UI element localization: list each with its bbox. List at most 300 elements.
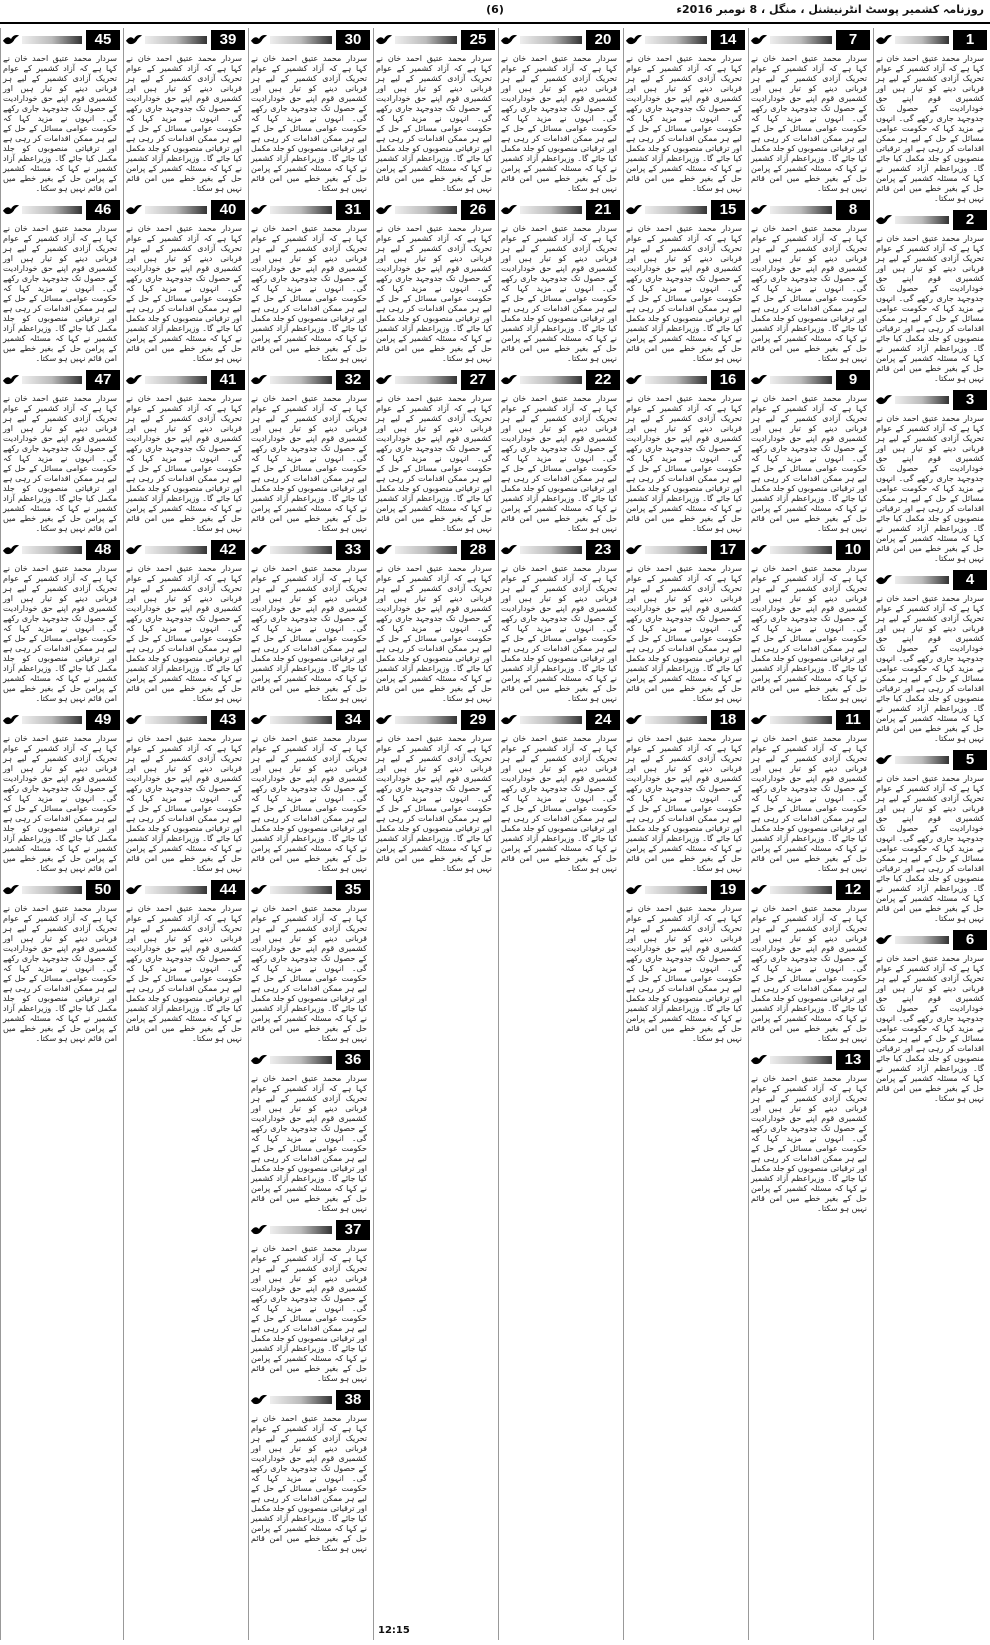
- news-item: [373, 710, 495, 874]
- bird-icon: [500, 202, 518, 218]
- bird-icon: [125, 712, 143, 728]
- decorative-bar: [770, 886, 832, 894]
- news-text: سردار محمد عتیق احمد خان نے کہا ہے کہ آزاد کشمیر کے عوام تحریک آزادی کشمیر کے لیے ہر قربانی دینے کو تیار ہیں اور کشمیری قوم اپنے حق خودارادیت کے حصول تک جدوجہد جاری رکھے گی۔ انہوں نے مزید کہا کہ حکومت عوامی مسائل کے حل کے لیے ہر ممکن اقدامات کر رہی ہے اور ترقیاتی منصوبوں کو جلد مکمل کیا جائے گا۔ وزیراعظم آزاد کشمیر نے کہا کہ مسئلہ کشمیر کے پرامن حل کے بغیر خطے میں امن قائم نہیں ہو سکتا۔: [751, 224, 867, 363]
- news-item: [373, 540, 495, 704]
- item-number: 3: [953, 390, 987, 410]
- news-item: [748, 880, 870, 1044]
- news-item: [248, 1050, 370, 1214]
- item-number-badge: [873, 570, 987, 590]
- decorative-bar: [520, 716, 582, 724]
- decorative-bar: [270, 886, 332, 894]
- decorative-bar: [270, 1226, 332, 1234]
- item-number-badge: [873, 30, 987, 50]
- news-text: سردار محمد عتیق احمد خان نے کہا ہے کہ آزاد کشمیر کے عوام تحریک آزادی کشمیر کے لیے ہر قربانی دینے کو تیار ہیں اور کشمیری قوم اپنے حق خودارادیت کے حصول تک جدوجہد جاری رکھے گی۔ انہوں نے مزید کہا کہ حکومت عوامی مسائل کے حل کے لیے ہر ممکن اقدامات کر رہی ہے اور ترقیاتی منصوبوں کو جلد مکمل کیا جائے گا۔ وزیراعظم آزاد کشمیر نے کہا کہ مسئلہ کشمیر کے پرامن حل کے بغیر خطے میں امن قائم نہیں ہو سکتا۔: [376, 224, 492, 363]
- decorative-bar: [270, 716, 332, 724]
- news-item: [248, 370, 370, 534]
- decorative-bar: [770, 206, 832, 214]
- news-item: [373, 370, 495, 534]
- item-number: 48: [86, 540, 120, 560]
- bird-icon: [750, 202, 768, 218]
- bird-icon: [875, 932, 893, 948]
- item-number: 32: [336, 370, 370, 390]
- item-number: 35: [336, 880, 370, 900]
- news-item: [498, 200, 620, 364]
- news-item: [498, 30, 620, 194]
- item-number: 10: [836, 540, 870, 560]
- masthead: روزنامہ کشمیر پوسٹ انٹرنیشنل ، منگل ، 8 نومبر 2016ء: [676, 3, 984, 16]
- news-text: سردار محمد عتیق احمد خان نے کہا ہے کہ آزاد کشمیر کے عوام تحریک آزادی کشمیر کے لیے ہر قربانی دینے کو تیار ہیں اور کشمیری قوم اپنے حق خودارادیت کے حصول تک جدوجہد جاری رکھے گی۔ انہوں نے مزید کہا کہ حکومت عوامی مسائل کے حل کے لیے ہر ممکن اقدامات کر رہی ہے اور ترقیاتی منصوبوں کو جلد مکمل کیا جائے گا۔ وزیراعظم آزاد کشمیر نے کہا کہ مسئلہ کشمیر کے پرامن حل کے بغیر خطے میں امن قائم نہیں ہو سکتا۔: [876, 774, 984, 923]
- news-item: [123, 200, 245, 364]
- item-number: 44: [211, 880, 245, 900]
- decorative-bar: [145, 886, 207, 894]
- item-number: 43: [211, 710, 245, 730]
- news-item: [498, 370, 620, 534]
- news-text: سردار محمد عتیق احمد خان نے کہا ہے کہ آزاد کشمیر کے عوام تحریک آزادی کشمیر کے لیے ہر قربانی دینے کو تیار ہیں اور کشمیری قوم اپنے حق خودارادیت کے حصول تک جدوجہد جاری رکھے گی۔ انہوں نے مزید کہا کہ حکومت عوامی مسائل کے حل کے لیے ہر ممکن اقدامات کر رہی ہے اور ترقیاتی منصوبوں کو جلد مکمل کیا جائے گا۔ وزیراعظم آزاد کشمیر نے کہا کہ مسئلہ کشمیر کے پرامن حل کے بغیر خطے میں امن قائم نہیں ہو سکتا۔: [876, 594, 984, 743]
- item-number-badge: [248, 880, 370, 900]
- news-item: [873, 210, 987, 384]
- news-item: [248, 200, 370, 364]
- news-item: [0, 710, 120, 874]
- item-number: 40: [211, 200, 245, 220]
- decorative-bar: [145, 716, 207, 724]
- bird-icon: [625, 372, 643, 388]
- item-number: 29: [461, 710, 495, 730]
- item-number: 20: [586, 30, 620, 50]
- item-number: 45: [86, 30, 120, 50]
- item-number: 46: [86, 200, 120, 220]
- item-number-badge: [873, 390, 987, 410]
- decorative-bar: [645, 36, 707, 44]
- item-number-badge: [623, 370, 745, 390]
- bird-icon: [2, 372, 20, 388]
- news-item: [123, 710, 245, 874]
- decorative-bar: [895, 396, 949, 404]
- item-number: 21: [586, 200, 620, 220]
- news-text: سردار محمد عتیق احمد خان نے کہا ہے کہ آزاد کشمیر کے عوام تحریک آزادی کشمیر کے لیے ہر قربانی دینے کو تیار ہیں اور کشمیری قوم اپنے حق خودارادیت کے حصول تک جدوجہد جاری رکھے گی۔ انہوں نے مزید کہا کہ حکومت عوامی مسائل کے حل کے لیے ہر ممکن اقدامات کر رہی ہے اور ترقیاتی منصوبوں کو جلد مکمل کیا جائے گا۔ وزیراعظم آزاد کشمیر نے کہا کہ مسئلہ کشمیر کے پرامن حل کے بغیر خطے میں امن قائم نہیں ہو سکتا۔: [501, 54, 617, 193]
- decorative-bar: [22, 36, 82, 44]
- decorative-bar: [770, 546, 832, 554]
- news-text: سردار محمد عتیق احمد خان نے کہا ہے کہ آزاد کشمیر کے عوام تحریک آزادی کشمیر کے لیے ہر قربانی دینے کو تیار ہیں اور کشمیری قوم اپنے حق خودارادیت کے حصول تک جدوجہد جاری رکھے گی۔ انہوں نے مزید کہا کہ حکومت عوامی مسائل کے حل کے لیے ہر ممکن اقدامات کر رہی ہے اور ترقیاتی منصوبوں کو جلد مکمل کیا جائے گا۔ وزیراعظم آزاد کشمیر نے کہا کہ مسئلہ کشمیر کے پرامن حل کے بغیر خطے میں امن قائم نہیں ہو سکتا۔: [3, 564, 117, 703]
- news-text: سردار محمد عتیق احمد خان نے کہا ہے کہ آزاد کشمیر کے عوام تحریک آزادی کشمیر کے لیے ہر قربانی دینے کو تیار ہیں اور کشمیری قوم اپنے حق خودارادیت کے حصول تک جدوجہد جاری رکھے گی۔ انہوں نے مزید کہا کہ حکومت عوامی مسائل کے حل کے لیے ہر ممکن اقدامات کر رہی ہے اور ترقیاتی منصوبوں کو جلد مکمل کیا جائے گا۔ وزیراعظم آزاد کشمیر نے کہا کہ مسئلہ کشمیر کے پرامن حل کے بغیر خطے میں امن قائم نہیں ہو سکتا۔: [126, 564, 242, 703]
- news-text: سردار محمد عتیق احمد خان نے کہا ہے کہ آزاد کشمیر کے عوام تحریک آزادی کشمیر کے لیے ہر قربانی دینے کو تیار ہیں اور کشمیری قوم اپنے حق خودارادیت کے حصول تک جدوجہد جاری رکھے گی۔ انہوں نے مزید کہا کہ حکومت عوامی مسائل کے حل کے لیے ہر ممکن اقدامات کر رہی ہے اور ترقیاتی منصوبوں کو جلد مکمل کیا جائے گا۔ وزیراعظم آزاد کشمیر نے کہا کہ مسئلہ کشمیر کے پرامن حل کے بغیر خطے میں امن قائم نہیں ہو سکتا۔: [376, 734, 492, 873]
- decorative-bar: [895, 576, 949, 584]
- bird-icon: [750, 882, 768, 898]
- bird-icon: [250, 32, 268, 48]
- news-item: [123, 880, 245, 1044]
- news-item: [873, 750, 987, 924]
- news-text: سردار محمد عتیق احمد خان نے کہا ہے کہ آزاد کشمیر کے عوام تحریک آزادی کشمیر کے لیے ہر قربانی دینے کو تیار ہیں اور کشمیری قوم اپنے حق خودارادیت کے حصول تک جدوجہد جاری رکھے گی۔ انہوں نے مزید کہا کہ حکومت عوامی مسائل کے حل کے لیے ہر ممکن اقدامات کر رہی ہے اور ترقیاتی منصوبوں کو جلد مکمل کیا جائے گا۔ وزیراعظم آزاد کشمیر نے کہا کہ مسئلہ کشمیر کے پرامن حل کے بغیر خطے میں امن قائم نہیں ہو سکتا۔: [251, 224, 367, 363]
- decorative-bar: [895, 216, 949, 224]
- news-item: [623, 540, 745, 704]
- bird-icon: [250, 202, 268, 218]
- bird-icon: [125, 372, 143, 388]
- news-column: [748, 28, 870, 1640]
- item-number: 38: [336, 1390, 370, 1410]
- news-text: سردار محمد عتیق احمد خان نے کہا ہے کہ آزاد کشمیر کے عوام تحریک آزادی کشمیر کے لیے ہر قربانی دینے کو تیار ہیں اور کشمیری قوم اپنے حق خودارادیت کے حصول تک جدوجہد جاری رکھے گی۔ انہوں نے مزید کہا کہ حکومت عوامی مسائل کے حل کے لیے ہر ممکن اقدامات کر رہی ہے اور ترقیاتی منصوبوں کو جلد مکمل کیا جائے گا۔ وزیراعظم آزاد کشمیر نے کہا کہ مسئلہ کشمیر کے پرامن حل کے بغیر خطے میں امن قائم نہیں ہو سکتا۔: [3, 54, 117, 193]
- news-text: سردار محمد عتیق احمد خان نے کہا ہے کہ آزاد کشمیر کے عوام تحریک آزادی کشمیر کے لیے ہر قربانی دینے کو تیار ہیں اور کشمیری قوم اپنے حق خودارادیت کے حصول تک جدوجہد جاری رکھے گی۔ انہوں نے مزید کہا کہ حکومت عوامی مسائل کے حل کے لیے ہر ممکن اقدامات کر رہی ہے اور ترقیاتی منصوبوں کو جلد مکمل کیا جائے گا۔ وزیراعظم آزاد کشمیر نے کہا کہ مسئلہ کشمیر کے پرامن حل کے بغیر خطے میں امن قائم نہیں ہو سکتا۔: [626, 224, 742, 363]
- decorative-bar: [145, 376, 207, 384]
- news-text: سردار محمد عتیق احمد خان نے کہا ہے کہ آزاد کشمیر کے عوام تحریک آزادی کشمیر کے لیے ہر قربانی دینے کو تیار ہیں اور کشمیری قوم اپنے حق خودارادیت کے حصول تک جدوجہد جاری رکھے گی۔ انہوں نے مزید کہا کہ حکومت عوامی مسائل کے حل کے لیے ہر ممکن اقدامات کر رہی ہے اور ترقیاتی منصوبوں کو جلد مکمل کیا جائے گا۔ وزیراعظم آزاد کشمیر نے کہا کہ مسئلہ کشمیر کے پرامن حل کے بغیر خطے میں امن قائم نہیں ہو سکتا۔: [751, 394, 867, 533]
- item-number: 25: [461, 30, 495, 50]
- bird-icon: [375, 712, 393, 728]
- decorative-bar: [645, 886, 707, 894]
- news-text: سردار محمد عتیق احمد خان نے کہا ہے کہ آزاد کشمیر کے عوام تحریک آزادی کشمیر کے لیے ہر قربانی دینے کو تیار ہیں اور کشمیری قوم اپنے حق خودارادیت کے حصول تک جدوجہد جاری رکھے گی۔ انہوں نے مزید کہا کہ حکومت عوامی مسائل کے حل کے لیے ہر ممکن اقدامات کر رہی ہے اور ترقیاتی منصوبوں کو جلد مکمل کیا جائے گا۔ وزیراعظم آزاد کشمیر نے کہا کہ مسئلہ کشمیر کے پرامن حل کے بغیر خطے میں امن قائم نہیں ہو سکتا۔: [251, 1244, 367, 1383]
- item-number: 33: [336, 540, 370, 560]
- item-number-badge: [498, 540, 620, 560]
- item-number-badge: [873, 750, 987, 770]
- item-number-badge: [498, 370, 620, 390]
- news-text: سردار محمد عتیق احمد خان نے کہا ہے کہ آزاد کشمیر کے عوام تحریک آزادی کشمیر کے لیے ہر قربانی دینے کو تیار ہیں اور کشمیری قوم اپنے حق خودارادیت کے حصول تک جدوجہد جاری رکھے گی۔ انہوں نے مزید کہا کہ حکومت عوامی مسائل کے حل کے لیے ہر ممکن اقدامات کر رہی ہے اور ترقیاتی منصوبوں کو جلد مکمل کیا جائے گا۔ وزیراعظم آزاد کشمیر نے کہا کہ مسئلہ کشمیر کے پرامن حل کے بغیر خطے میں امن قائم نہیں ہو سکتا۔: [501, 734, 617, 873]
- item-number: 1: [953, 30, 987, 50]
- item-number-badge: [248, 200, 370, 220]
- news-text: سردار محمد عتیق احمد خان نے کہا ہے کہ آزاد کشمیر کے عوام تحریک آزادی کشمیر کے لیے ہر قربانی دینے کو تیار ہیں اور کشمیری قوم اپنے حق خودارادیت کے حصول تک جدوجہد جاری رکھے گی۔ انہوں نے مزید کہا کہ حکومت عوامی مسائل کے حل کے لیے ہر ممکن اقدامات کر رہی ہے اور ترقیاتی منصوبوں کو جلد مکمل کیا جائے گا۔ وزیراعظم آزاد کشمیر نے کہا کہ مسئلہ کشمیر کے پرامن حل کے بغیر خطے میں امن قائم نہیں ہو سکتا۔: [626, 734, 742, 873]
- item-number-badge: [623, 710, 745, 730]
- news-item: [873, 570, 987, 744]
- news-item: [748, 540, 870, 704]
- news-item: [248, 710, 370, 874]
- bird-icon: [750, 32, 768, 48]
- item-number-badge: [248, 1050, 370, 1070]
- decorative-bar: [145, 36, 207, 44]
- news-text: سردار محمد عتیق احمد خان نے کہا ہے کہ آزاد کشمیر کے عوام تحریک آزادی کشمیر کے لیے ہر قربانی دینے کو تیار ہیں اور کشمیری قوم اپنے حق خودارادیت کے حصول تک جدوجہد جاری رکھے گی۔ انہوں نے مزید کہا کہ حکومت عوامی مسائل کے حل کے لیے ہر ممکن اقدامات کر رہی ہے اور ترقیاتی منصوبوں کو جلد مکمل کیا جائے گا۔ وزیراعظم آزاد کشمیر نے کہا کہ مسئلہ کشمیر کے پرامن حل کے بغیر خطے میں امن قائم نہیں ہو سکتا۔: [3, 904, 117, 1043]
- decorative-bar: [145, 206, 207, 214]
- news-text: سردار محمد عتیق احمد خان نے کہا ہے کہ آزاد کشمیر کے عوام تحریک آزادی کشمیر کے لیے ہر قربانی دینے کو تیار ہیں اور کشمیری قوم اپنے حق خودارادیت کے حصول تک جدوجہد جاری رکھے گی۔ انہوں نے مزید کہا کہ حکومت عوامی مسائل کے حل کے لیے ہر ممکن اقدامات کر رہی ہے اور ترقیاتی منصوبوں کو جلد مکمل کیا جائے گا۔ وزیراعظم آزاد کشمیر نے کہا کہ مسئلہ کشمیر کے پرامن حل کے بغیر خطے میں امن قائم نہیں ہو سکتا۔: [751, 734, 867, 873]
- news-item: [373, 200, 495, 364]
- item-number-badge: [248, 1390, 370, 1410]
- item-number-badge: [248, 710, 370, 730]
- bird-icon: [750, 1052, 768, 1068]
- decorative-bar: [270, 546, 332, 554]
- item-number: 24: [586, 710, 620, 730]
- news-item: [248, 540, 370, 704]
- decorative-bar: [270, 36, 332, 44]
- item-number-badge: [0, 540, 120, 560]
- news-column: [123, 28, 245, 1640]
- bird-icon: [875, 392, 893, 408]
- news-column: [373, 28, 495, 1640]
- item-number-badge: [498, 30, 620, 50]
- news-text: سردار محمد عتیق احمد خان نے کہا ہے کہ آزاد کشمیر کے عوام تحریک آزادی کشمیر کے لیے ہر قربانی دینے کو تیار ہیں اور کشمیری قوم اپنے حق خودارادیت کے حصول تک جدوجہد جاری رکھے گی۔ انہوں نے مزید کہا کہ حکومت عوامی مسائل کے حل کے لیے ہر ممکن اقدامات کر رہی ہے اور ترقیاتی منصوبوں کو جلد مکمل کیا جائے گا۔ وزیراعظم آزاد کشمیر نے کہا کہ مسئلہ کشمیر کے پرامن حل کے بغیر خطے میں امن قائم نہیں ہو سکتا۔: [876, 954, 984, 1103]
- bird-icon: [875, 212, 893, 228]
- news-text: سردار محمد عتیق احمد خان نے کہا ہے کہ آزاد کشمیر کے عوام تحریک آزادی کشمیر کے لیے ہر قربانی دینے کو تیار ہیں اور کشمیری قوم اپنے حق خودارادیت کے حصول تک جدوجہد جاری رکھے گی۔ انہوں نے مزید کہا کہ حکومت عوامی مسائل کے حل کے لیے ہر ممکن اقدامات کر رہی ہے اور ترقیاتی منصوبوں کو جلد مکمل کیا جائے گا۔ وزیراعظم آزاد کشمیر نے کہا کہ مسئلہ کشمیر کے پرامن حل کے بغیر خطے میں امن قائم نہیں ہو سکتا۔: [626, 394, 742, 533]
- bird-icon: [250, 542, 268, 558]
- news-item: [623, 880, 745, 1044]
- item-number-badge: [623, 880, 745, 900]
- item-number: 42: [211, 540, 245, 560]
- item-number-badge: [0, 30, 120, 50]
- bird-icon: [500, 712, 518, 728]
- item-number: 22: [586, 370, 620, 390]
- bird-icon: [125, 542, 143, 558]
- bird-icon: [250, 1052, 268, 1068]
- decorative-bar: [770, 376, 832, 384]
- item-number-badge: [373, 30, 495, 50]
- decorative-bar: [395, 36, 457, 44]
- news-text: سردار محمد عتیق احمد خان نے کہا ہے کہ آزاد کشمیر کے عوام تحریک آزادی کشمیر کے لیے ہر قربانی دینے کو تیار ہیں اور کشمیری قوم اپنے حق خودارادیت کے حصول تک جدوجہد جاری رکھے گی۔ انہوں نے مزید کہا کہ حکومت عوامی مسائل کے حل کے لیے ہر ممکن اقدامات کر رہی ہے اور ترقیاتی منصوبوں کو جلد مکمل کیا جائے گا۔ وزیراعظم آزاد کشمیر نے کہا کہ مسئلہ کشمیر کے پرامن حل کے بغیر خطے میں امن قائم نہیں ہو سکتا۔: [126, 224, 242, 363]
- item-number-badge: [748, 370, 870, 390]
- news-text: سردار محمد عتیق احمد خان نے کہا ہے کہ آزاد کشمیر کے عوام تحریک آزادی کشمیر کے لیے ہر قربانی دینے کو تیار ہیں اور کشمیری قوم اپنے حق خودارادیت کے حصول تک جدوجہد جاری رکھے گی۔ انہوں نے مزید کہا کہ حکومت عوامی مسائل کے حل کے لیے ہر ممکن اقدامات کر رہی ہے اور ترقیاتی منصوبوں کو جلد مکمل کیا جائے گا۔ وزیراعظم آزاد کشمیر نے کہا کہ مسئلہ کشمیر کے پرامن حل کے بغیر خطے میں امن قائم نہیں ہو سکتا۔: [251, 564, 367, 703]
- item-number-badge: [123, 880, 245, 900]
- item-number: 16: [711, 370, 745, 390]
- bird-icon: [250, 1392, 268, 1408]
- bird-icon: [125, 882, 143, 898]
- news-text: سردار محمد عتیق احمد خان نے کہا ہے کہ آزاد کشمیر کے عوام تحریک آزادی کشمیر کے لیے ہر قربانی دینے کو تیار ہیں اور کشمیری قوم اپنے حق خودارادیت کے حصول تک جدوجہد جاری رکھے گی۔ انہوں نے مزید کہا کہ حکومت عوامی مسائل کے حل کے لیے ہر ممکن اقدامات کر رہی ہے اور ترقیاتی منصوبوں کو جلد مکمل کیا جائے گا۔ وزیراعظم آزاد کشمیر نے کہا کہ مسئلہ کشمیر کے پرامن حل کے بغیر خطے میں امن قائم نہیں ہو سکتا۔: [626, 904, 742, 1043]
- news-item: [123, 30, 245, 194]
- decorative-bar: [270, 1396, 332, 1404]
- news-text: سردار محمد عتیق احمد خان نے کہا ہے کہ آزاد کشمیر کے عوام تحریک آزادی کشمیر کے لیے ہر قربانی دینے کو تیار ہیں اور کشمیری قوم اپنے حق خودارادیت کے حصول تک جدوجہد جاری رکھے گی۔ انہوں نے مزید کہا کہ حکومت عوامی مسائل کے حل کے لیے ہر ممکن اقدامات کر رہی ہے اور ترقیاتی منصوبوں کو جلد مکمل کیا جائے گا۔ وزیراعظم آزاد کشمیر نے کہا کہ مسئلہ کشمیر کے پرامن حل کے بغیر خطے میں امن قائم نہیں ہو سکتا۔: [876, 234, 984, 383]
- decorative-bar: [895, 36, 949, 44]
- decorative-bar: [22, 376, 82, 384]
- item-number: 50: [86, 880, 120, 900]
- news-text: سردار محمد عتیق احمد خان نے کہا ہے کہ آزاد کشمیر کے عوام تحریک آزادی کشمیر کے لیے ہر قربانی دینے کو تیار ہیں اور کشمیری قوم اپنے حق خودارادیت کے حصول تک جدوجہد جاری رکھے گی۔ انہوں نے مزید کہا کہ حکومت عوامی مسائل کے حل کے لیے ہر ممکن اقدامات کر رہی ہے اور ترقیاتی منصوبوں کو جلد مکمل کیا جائے گا۔ وزیراعظم آزاد کشمیر نے کہا کہ مسئلہ کشمیر کے پرامن حل کے بغیر خطے میں امن قائم نہیں ہو سکتا۔: [501, 394, 617, 533]
- bird-icon: [500, 542, 518, 558]
- news-text: سردار محمد عتیق احمد خان نے کہا ہے کہ آزاد کشمیر کے عوام تحریک آزادی کشمیر کے لیے ہر قربانی دینے کو تیار ہیں اور کشمیری قوم اپنے حق خودارادیت کے حصول تک جدوجہد جاری رکھے گی۔ انہوں نے مزید کہا کہ حکومت عوامی مسائل کے حل کے لیے ہر ممکن اقدامات کر رہی ہے اور ترقیاتی منصوبوں کو جلد مکمل کیا جائے گا۔ وزیراعظم آزاد کشمیر نے کہا کہ مسئلہ کشمیر کے پرامن حل کے بغیر خطے میں امن قائم نہیں ہو سکتا۔: [126, 54, 242, 193]
- item-number-badge: [123, 540, 245, 560]
- item-number: 2: [953, 210, 987, 230]
- decorative-bar: [645, 546, 707, 554]
- item-number: 41: [211, 370, 245, 390]
- item-number-badge: [373, 540, 495, 560]
- bird-icon: [250, 882, 268, 898]
- decorative-bar: [22, 206, 82, 214]
- item-number-badge: [0, 710, 120, 730]
- item-number: 6: [953, 930, 987, 950]
- bird-icon: [125, 202, 143, 218]
- item-number: 14: [711, 30, 745, 50]
- news-text: سردار محمد عتیق احمد خان نے کہا ہے کہ آزاد کشمیر کے عوام تحریک آزادی کشمیر کے لیے ہر قربانی دینے کو تیار ہیں اور کشمیری قوم اپنے حق خودارادیت کے حصول تک جدوجہد جاری رکھے گی۔ انہوں نے مزید کہا کہ حکومت عوامی مسائل کے حل کے لیے ہر ممکن اقدامات کر رہی ہے اور ترقیاتی منصوبوں کو جلد مکمل کیا جائے گا۔ وزیراعظم آزاد کشمیر نے کہا کہ مسئلہ کشمیر کے پرامن حل کے بغیر خطے میں امن قائم نہیں ہو سکتا۔: [876, 414, 984, 563]
- item-number-badge: [748, 30, 870, 50]
- item-number: 15: [711, 200, 745, 220]
- news-item: [873, 390, 987, 564]
- decorative-bar: [270, 376, 332, 384]
- news-item: [0, 540, 120, 704]
- item-number: 26: [461, 200, 495, 220]
- news-item: [498, 710, 620, 874]
- item-number-badge: [748, 540, 870, 560]
- item-number-badge: [498, 200, 620, 220]
- item-number-badge: [0, 370, 120, 390]
- bird-icon: [625, 542, 643, 558]
- decorative-bar: [520, 376, 582, 384]
- bird-icon: [250, 712, 268, 728]
- item-number-badge: [748, 200, 870, 220]
- item-number: 23: [586, 540, 620, 560]
- news-text: سردار محمد عتیق احمد خان نے کہا ہے کہ آزاد کشمیر کے عوام تحریک آزادی کشمیر کے لیے ہر قربانی دینے کو تیار ہیں اور کشمیری قوم اپنے حق خودارادیت کے حصول تک جدوجہد جاری رکھے گی۔ انہوں نے مزید کہا کہ حکومت عوامی مسائل کے حل کے لیے ہر ممکن اقدامات کر رہی ہے اور ترقیاتی منصوبوں کو جلد مکمل کیا جائے گا۔ وزیراعظم آزاد کشمیر نے کہا کہ مسئلہ کشمیر کے پرامن حل کے بغیر خطے میں امن قائم نہیں ہو سکتا۔: [376, 394, 492, 533]
- news-item: [248, 880, 370, 1044]
- decorative-bar: [22, 716, 82, 724]
- decorative-bar: [520, 206, 582, 214]
- page-header: [0, 0, 990, 24]
- bird-icon: [625, 202, 643, 218]
- news-text: سردار محمد عتیق احمد خان نے کہا ہے کہ آزاد کشمیر کے عوام تحریک آزادی کشمیر کے لیے ہر قربانی دینے کو تیار ہیں اور کشمیری قوم اپنے حق خودارادیت کے حصول تک جدوجہد جاری رکھے گی۔ انہوں نے مزید کہا کہ حکومت عوامی مسائل کے حل کے لیے ہر ممکن اقدامات کر رہی ہے اور ترقیاتی منصوبوں کو جلد مکمل کیا جائے گا۔ وزیراعظم آزاد کشمیر نے کہا کہ مسئلہ کشمیر کے پرامن حل کے بغیر خطے میں امن قائم نہیں ہو سکتا۔: [126, 734, 242, 873]
- decorative-bar: [270, 1056, 332, 1064]
- item-number-badge: [873, 210, 987, 230]
- decorative-bar: [770, 36, 832, 44]
- news-text: سردار محمد عتیق احمد خان نے کہا ہے کہ آزاد کشمیر کے عوام تحریک آزادی کشمیر کے لیے ہر قربانی دینے کو تیار ہیں اور کشمیری قوم اپنے حق خودارادیت کے حصول تک جدوجہد جاری رکھے گی۔ انہوں نے مزید کہا کہ حکومت عوامی مسائل کے حل کے لیے ہر ممکن اقدامات کر رہی ہے اور ترقیاتی منصوبوں کو جلد مکمل کیا جائے گا۔ وزیراعظم آزاد کشمیر نے کہا کہ مسئلہ کشمیر کے پرامن حل کے بغیر خطے میں امن قائم نہیں ہو سکتا۔: [751, 904, 867, 1043]
- news-item: [0, 370, 120, 534]
- news-text: سردار محمد عتیق احمد خان نے کہا ہے کہ آزاد کشمیر کے عوام تحریک آزادی کشمیر کے لیے ہر قربانی دینے کو تیار ہیں اور کشمیری قوم اپنے حق خودارادیت کے حصول تک جدوجہد جاری رکھے گی۔ انہوں نے مزید کہا کہ حکومت عوامی مسائل کے حل کے لیے ہر ممکن اقدامات کر رہی ہے اور ترقیاتی منصوبوں کو جلد مکمل کیا جائے گا۔ وزیراعظم آزاد کشمیر نے کہا کہ مسئلہ کشمیر کے پرامن حل کے بغیر خطے میں امن قائم نہیں ہو سکتا۔: [3, 224, 117, 363]
- item-number: 4: [953, 570, 987, 590]
- bird-icon: [875, 572, 893, 588]
- item-number-badge: [373, 200, 495, 220]
- item-number: 17: [711, 540, 745, 560]
- news-text: سردار محمد عتیق احمد خان نے کہا ہے کہ آزاد کشمیر کے عوام تحریک آزادی کشمیر کے لیے ہر قربانی دینے کو تیار ہیں اور کشمیری قوم اپنے حق خودارادیت کے حصول تک جدوجہد جاری رکھے گی۔ انہوں نے مزید کہا کہ حکومت عوامی مسائل کے حل کے لیے ہر ممکن اقدامات کر رہی ہے اور ترقیاتی منصوبوں کو جلد مکمل کیا جائے گا۔ وزیراعظم آزاد کشمیر نے کہا کہ مسئلہ کشمیر کے پرامن حل کے بغیر خطے میں امن قائم نہیں ہو سکتا۔: [501, 224, 617, 363]
- news-column: [248, 28, 370, 1640]
- item-number: 19: [711, 880, 745, 900]
- decorative-bar: [520, 36, 582, 44]
- item-number: 9: [836, 370, 870, 390]
- bird-icon: [250, 1222, 268, 1238]
- item-number-badge: [123, 30, 245, 50]
- news-item: [373, 30, 495, 194]
- item-number: 49: [86, 710, 120, 730]
- item-number: 30: [336, 30, 370, 50]
- bird-icon: [500, 372, 518, 388]
- item-number-badge: [748, 710, 870, 730]
- bird-icon: [500, 32, 518, 48]
- news-text: سردار محمد عتیق احمد خان نے کہا ہے کہ آزاد کشمیر کے عوام تحریک آزادی کشمیر کے لیے ہر قربانی دینے کو تیار ہیں اور کشمیری قوم اپنے حق خودارادیت کے حصول تک جدوجہد جاری رکھے گی۔ انہوں نے مزید کہا کہ حکومت عوامی مسائل کے حل کے لیے ہر ممکن اقدامات کر رہی ہے اور ترقیاتی منصوبوں کو جلد مکمل کیا جائے گا۔ وزیراعظم آزاد کشمیر نے کہا کہ مسئلہ کشمیر کے پرامن حل کے بغیر خطے میں امن قائم نہیں ہو سکتا۔: [126, 904, 242, 1043]
- bird-icon: [375, 32, 393, 48]
- news-text: سردار محمد عتیق احمد خان نے کہا ہے کہ آزاد کشمیر کے عوام تحریک آزادی کشمیر کے لیے ہر قربانی دینے کو تیار ہیں اور کشمیری قوم اپنے حق خودارادیت کے حصول تک جدوجہد جاری رکھے گی۔ انہوں نے مزید کہا کہ حکومت عوامی مسائل کے حل کے لیے ہر ممکن اقدامات کر رہی ہے اور ترقیاتی منصوبوں کو جلد مکمل کیا جائے گا۔ وزیراعظم آزاد کشمیر نے کہا کہ مسئلہ کشمیر کے پرامن حل کے بغیر خطے میں امن قائم نہیں ہو سکتا۔: [876, 54, 984, 203]
- news-item: [123, 540, 245, 704]
- decorative-bar: [895, 756, 949, 764]
- decorative-bar: [645, 206, 707, 214]
- bird-icon: [625, 712, 643, 728]
- decorative-bar: [395, 376, 457, 384]
- bird-icon: [625, 32, 643, 48]
- item-number-badge: [248, 370, 370, 390]
- decorative-bar: [395, 716, 457, 724]
- item-number: 11: [836, 710, 870, 730]
- item-number: 7: [836, 30, 870, 50]
- bird-icon: [2, 542, 20, 558]
- news-text: سردار محمد عتیق احمد خان نے کہا ہے کہ آزاد کشمیر کے عوام تحریک آزادی کشمیر کے لیے ہر قربانی دینے کو تیار ہیں اور کشمیری قوم اپنے حق خودارادیت کے حصول تک جدوجہد جاری رکھے گی۔ انہوں نے مزید کہا کہ حکومت عوامی مسائل کے حل کے لیے ہر ممکن اقدامات کر رہی ہے اور ترقیاتی منصوبوں کو جلد مکمل کیا جائے گا۔ وزیراعظم آزاد کشمیر نے کہا کہ مسئلہ کشمیر کے پرامن حل کے بغیر خطے میں امن قائم نہیں ہو سکتا۔: [751, 564, 867, 703]
- item-number-badge: [498, 710, 620, 730]
- item-number: 18: [711, 710, 745, 730]
- bird-icon: [125, 32, 143, 48]
- item-number-badge: [248, 540, 370, 560]
- news-item: [623, 710, 745, 874]
- decorative-bar: [895, 936, 949, 944]
- news-column: [0, 28, 120, 1640]
- news-column: [623, 28, 745, 1640]
- item-number: 47: [86, 370, 120, 390]
- bird-icon: [2, 202, 20, 218]
- bird-icon: [2, 882, 20, 898]
- item-number: 12: [836, 880, 870, 900]
- bird-icon: [875, 32, 893, 48]
- item-number-badge: [248, 1220, 370, 1240]
- decorative-bar: [770, 1056, 832, 1064]
- news-text: سردار محمد عتیق احمد خان نے کہا ہے کہ آزاد کشمیر کے عوام تحریک آزادی کشمیر کے لیے ہر قربانی دینے کو تیار ہیں اور کشمیری قوم اپنے حق خودارادیت کے حصول تک جدوجہد جاری رکھے گی۔ انہوں نے مزید کہا کہ حکومت عوامی مسائل کے حل کے لیے ہر ممکن اقدامات کر رہی ہے اور ترقیاتی منصوبوں کو جلد مکمل کیا جائے گا۔ وزیراعظم آزاد کشمیر نے کہا کہ مسئلہ کشمیر کے پرامن حل کے بغیر خطے میں امن قائم نہیں ہو سکتا۔: [251, 1414, 367, 1553]
- bird-icon: [625, 882, 643, 898]
- item-number-badge: [623, 200, 745, 220]
- item-number-badge: [123, 370, 245, 390]
- news-text: سردار محمد عتیق احمد خان نے کہا ہے کہ آزاد کشمیر کے عوام تحریک آزادی کشمیر کے لیے ہر قربانی دینے کو تیار ہیں اور کشمیری قوم اپنے حق خودارادیت کے حصول تک جدوجہد جاری رکھے گی۔ انہوں نے مزید کہا کہ حکومت عوامی مسائل کے حل کے لیے ہر ممکن اقدامات کر رہی ہے اور ترقیاتی منصوبوں کو جلد مکمل کیا جائے گا۔ وزیراعظم آزاد کشمیر نے کہا کہ مسئلہ کشمیر کے پرامن حل کے بغیر خطے میں امن قائم نہیں ہو سکتا۔: [251, 904, 367, 1043]
- decorative-bar: [270, 206, 332, 214]
- decorative-bar: [645, 716, 707, 724]
- news-item: [748, 710, 870, 874]
- item-number: 28: [461, 540, 495, 560]
- news-item: [748, 200, 870, 364]
- news-text: سردار محمد عتیق احمد خان نے کہا ہے کہ آزاد کشمیر کے عوام تحریک آزادی کشمیر کے لیے ہر قربانی دینے کو تیار ہیں اور کشمیری قوم اپنے حق خودارادیت کے حصول تک جدوجہد جاری رکھے گی۔ انہوں نے مزید کہا کہ حکومت عوامی مسائل کے حل کے لیے ہر ممکن اقدامات کر رہی ہے اور ترقیاتی منصوبوں کو جلد مکمل کیا جائے گا۔ وزیراعظم آزاد کشمیر نے کہا کہ مسئلہ کشمیر کے پرامن حل کے بغیر خطے میں امن قائم نہیں ہو سکتا۔: [3, 394, 117, 533]
- item-number-badge: [0, 200, 120, 220]
- item-number-badge: [748, 1050, 870, 1070]
- news-text: سردار محمد عتیق احمد خان نے کہا ہے کہ آزاد کشمیر کے عوام تحریک آزادی کشمیر کے لیے ہر قربانی دینے کو تیار ہیں اور کشمیری قوم اپنے حق خودارادیت کے حصول تک جدوجہد جاری رکھے گی۔ انہوں نے مزید کہا کہ حکومت عوامی مسائل کے حل کے لیے ہر ممکن اقدامات کر رہی ہے اور ترقیاتی منصوبوں کو جلد مکمل کیا جائے گا۔ وزیراعظم آزاد کشمیر نے کہا کہ مسئلہ کشمیر کے پرامن حل کے بغیر خطے میں امن قائم نہیں ہو سکتا۔: [501, 564, 617, 703]
- news-item: [0, 880, 120, 1044]
- news-item: [0, 30, 120, 194]
- news-text: سردار محمد عتیق احمد خان نے کہا ہے کہ آزاد کشمیر کے عوام تحریک آزادی کشمیر کے لیے ہر قربانی دینے کو تیار ہیں اور کشمیری قوم اپنے حق خودارادیت کے حصول تک جدوجہد جاری رکھے گی۔ انہوں نے مزید کہا کہ حکومت عوامی مسائل کے حل کے لیے ہر ممکن اقدامات کر رہی ہے اور ترقیاتی منصوبوں کو جلد مکمل کیا جائے گا۔ وزیراعظم آزاد کشمیر نے کہا کہ مسئلہ کشمیر کے پرامن حل کے بغیر خطے میں امن قائم نہیں ہو سکتا۔: [376, 564, 492, 703]
- news-column: [498, 28, 620, 1640]
- page-number: (6): [486, 3, 504, 16]
- item-number: 8: [836, 200, 870, 220]
- news-item: [748, 1050, 870, 1214]
- news-item: [748, 370, 870, 534]
- bird-icon: [750, 712, 768, 728]
- decorative-bar: [645, 376, 707, 384]
- news-column: [873, 28, 987, 1640]
- item-number: 27: [461, 370, 495, 390]
- item-number-badge: [0, 880, 120, 900]
- item-number-badge: [248, 30, 370, 50]
- item-number-badge: [123, 710, 245, 730]
- news-item: [123, 370, 245, 534]
- footer-time: 12:15: [378, 1625, 410, 1636]
- item-number-badge: [873, 930, 987, 950]
- bird-icon: [750, 542, 768, 558]
- news-item: [248, 30, 370, 194]
- news-text: سردار محمد عتیق احمد خان نے کہا ہے کہ آزاد کشمیر کے عوام تحریک آزادی کشمیر کے لیے ہر قربانی دینے کو تیار ہیں اور کشمیری قوم اپنے حق خودارادیت کے حصول تک جدوجہد جاری رکھے گی۔ انہوں نے مزید کہا کہ حکومت عوامی مسائل کے حل کے لیے ہر ممکن اقدامات کر رہی ہے اور ترقیاتی منصوبوں کو جلد مکمل کیا جائے گا۔ وزیراعظم آزاد کشمیر نے کہا کہ مسئلہ کشمیر کے پرامن حل کے بغیر خطے میں امن قائم نہیں ہو سکتا۔: [626, 54, 742, 193]
- bird-icon: [250, 372, 268, 388]
- item-number-badge: [623, 30, 745, 50]
- news-item: [873, 930, 987, 1104]
- news-text: سردار محمد عتیق احمد خان نے کہا ہے کہ آزاد کشمیر کے عوام تحریک آزادی کشمیر کے لیے ہر قربانی دینے کو تیار ہیں اور کشمیری قوم اپنے حق خودارادیت کے حصول تک جدوجہد جاری رکھے گی۔ انہوں نے مزید کہا کہ حکومت عوامی مسائل کے حل کے لیے ہر ممکن اقدامات کر رہی ہے اور ترقیاتی منصوبوں کو جلد مکمل کیا جائے گا۔ وزیراعظم آزاد کشمیر نے کہا کہ مسئلہ کشمیر کے پرامن حل کے بغیر خطے میں امن قائم نہیں ہو سکتا۔: [251, 394, 367, 533]
- item-number-badge: [373, 370, 495, 390]
- news-text: سردار محمد عتیق احمد خان نے کہا ہے کہ آزاد کشمیر کے عوام تحریک آزادی کشمیر کے لیے ہر قربانی دینے کو تیار ہیں اور کشمیری قوم اپنے حق خودارادیت کے حصول تک جدوجہد جاری رکھے گی۔ انہوں نے مزید کہا کہ حکومت عوامی مسائل کے حل کے لیے ہر ممکن اقدامات کر رہی ہے اور ترقیاتی منصوبوں کو جلد مکمل کیا جائے گا۔ وزیراعظم آزاد کشمیر نے کہا کہ مسئلہ کشمیر کے پرامن حل کے بغیر خطے میں امن قائم نہیں ہو سکتا۔: [251, 54, 367, 193]
- news-text: سردار محمد عتیق احمد خان نے کہا ہے کہ آزاد کشمیر کے عوام تحریک آزادی کشمیر کے لیے ہر قربانی دینے کو تیار ہیں اور کشمیری قوم اپنے حق خودارادیت کے حصول تک جدوجہد جاری رکھے گی۔ انہوں نے مزید کہا کہ حکومت عوامی مسائل کے حل کے لیے ہر ممکن اقدامات کر رہی ہے اور ترقیاتی منصوبوں کو جلد مکمل کیا جائے گا۔ وزیراعظم آزاد کشمیر نے کہا کہ مسئلہ کشمیر کے پرامن حل کے بغیر خطے میں امن قائم نہیں ہو سکتا۔: [376, 54, 492, 193]
- news-text: سردار محمد عتیق احمد خان نے کہا ہے کہ آزاد کشمیر کے عوام تحریک آزادی کشمیر کے لیے ہر قربانی دینے کو تیار ہیں اور کشمیری قوم اپنے حق خودارادیت کے حصول تک جدوجہد جاری رکھے گی۔ انہوں نے مزید کہا کہ حکومت عوامی مسائل کے حل کے لیے ہر ممکن اقدامات کر رہی ہے اور ترقیاتی منصوبوں کو جلد مکمل کیا جائے گا۔ وزیراعظم آزاد کشمیر نے کہا کہ مسئلہ کشمیر کے پرامن حل کے بغیر خطے میں امن قائم نہیں ہو سکتا۔: [751, 1074, 867, 1213]
- item-number: 5: [953, 750, 987, 770]
- decorative-bar: [22, 886, 82, 894]
- news-item: [873, 30, 987, 204]
- news-text: سردار محمد عتیق احمد خان نے کہا ہے کہ آزاد کشمیر کے عوام تحریک آزادی کشمیر کے لیے ہر قربانی دینے کو تیار ہیں اور کشمیری قوم اپنے حق خودارادیت کے حصول تک جدوجہد جاری رکھے گی۔ انہوں نے مزید کہا کہ حکومت عوامی مسائل کے حل کے لیے ہر ممکن اقدامات کر رہی ہے اور ترقیاتی منصوبوں کو جلد مکمل کیا جائے گا۔ وزیراعظم آزاد کشمیر نے کہا کہ مسئلہ کشمیر کے پرامن حل کے بغیر خطے میں امن قائم نہیں ہو سکتا۔: [251, 734, 367, 873]
- news-text: سردار محمد عتیق احمد خان نے کہا ہے کہ آزاد کشمیر کے عوام تحریک آزادی کشمیر کے لیے ہر قربانی دینے کو تیار ہیں اور کشمیری قوم اپنے حق خودارادیت کے حصول تک جدوجہد جاری رکھے گی۔ انہوں نے مزید کہا کہ حکومت عوامی مسائل کے حل کے لیے ہر ممکن اقدامات کر رہی ہے اور ترقیاتی منصوبوں کو جلد مکمل کیا جائے گا۔ وزیراعظم آزاد کشمیر نے کہا کہ مسئلہ کشمیر کے پرامن حل کے بغیر خطے میں امن قائم نہیں ہو سکتا۔: [251, 1074, 367, 1213]
- bird-icon: [875, 752, 893, 768]
- item-number: 31: [336, 200, 370, 220]
- bird-icon: [2, 712, 20, 728]
- decorative-bar: [520, 546, 582, 554]
- news-item: [0, 200, 120, 364]
- bird-icon: [375, 202, 393, 218]
- bird-icon: [750, 372, 768, 388]
- news-item: [623, 370, 745, 534]
- news-item: [748, 30, 870, 194]
- decorative-bar: [22, 546, 82, 554]
- item-number-badge: [123, 200, 245, 220]
- news-item: [623, 200, 745, 364]
- item-number: 34: [336, 710, 370, 730]
- news-text: سردار محمد عتیق احمد خان نے کہا ہے کہ آزاد کشمیر کے عوام تحریک آزادی کشمیر کے لیے ہر قربانی دینے کو تیار ہیں اور کشمیری قوم اپنے حق خودارادیت کے حصول تک جدوجہد جاری رکھے گی۔ انہوں نے مزید کہا کہ حکومت عوامی مسائل کے حل کے لیے ہر ممکن اقدامات کر رہی ہے اور ترقیاتی منصوبوں کو جلد مکمل کیا جائے گا۔ وزیراعظم آزاد کشمیر نے کہا کہ مسئلہ کشمیر کے پرامن حل کے بغیر خطے میں امن قائم نہیں ہو سکتا۔: [751, 54, 867, 193]
- news-text: سردار محمد عتیق احمد خان نے کہا ہے کہ آزاد کشمیر کے عوام تحریک آزادی کشمیر کے لیے ہر قربانی دینے کو تیار ہیں اور کشمیری قوم اپنے حق خودارادیت کے حصول تک جدوجہد جاری رکھے گی۔ انہوں نے مزید کہا کہ حکومت عوامی مسائل کے حل کے لیے ہر ممکن اقدامات کر رہی ہے اور ترقیاتی منصوبوں کو جلد مکمل کیا جائے گا۔ وزیراعظم آزاد کشمیر نے کہا کہ مسئلہ کشمیر کے پرامن حل کے بغیر خطے میں امن قائم نہیں ہو سکتا۔: [626, 564, 742, 703]
- bird-icon: [375, 542, 393, 558]
- bird-icon: [375, 372, 393, 388]
- bird-icon: [2, 32, 20, 48]
- decorative-bar: [770, 716, 832, 724]
- news-item: [248, 1220, 370, 1384]
- decorative-bar: [395, 206, 457, 214]
- item-number: 37: [336, 1220, 370, 1240]
- item-number: 39: [211, 30, 245, 50]
